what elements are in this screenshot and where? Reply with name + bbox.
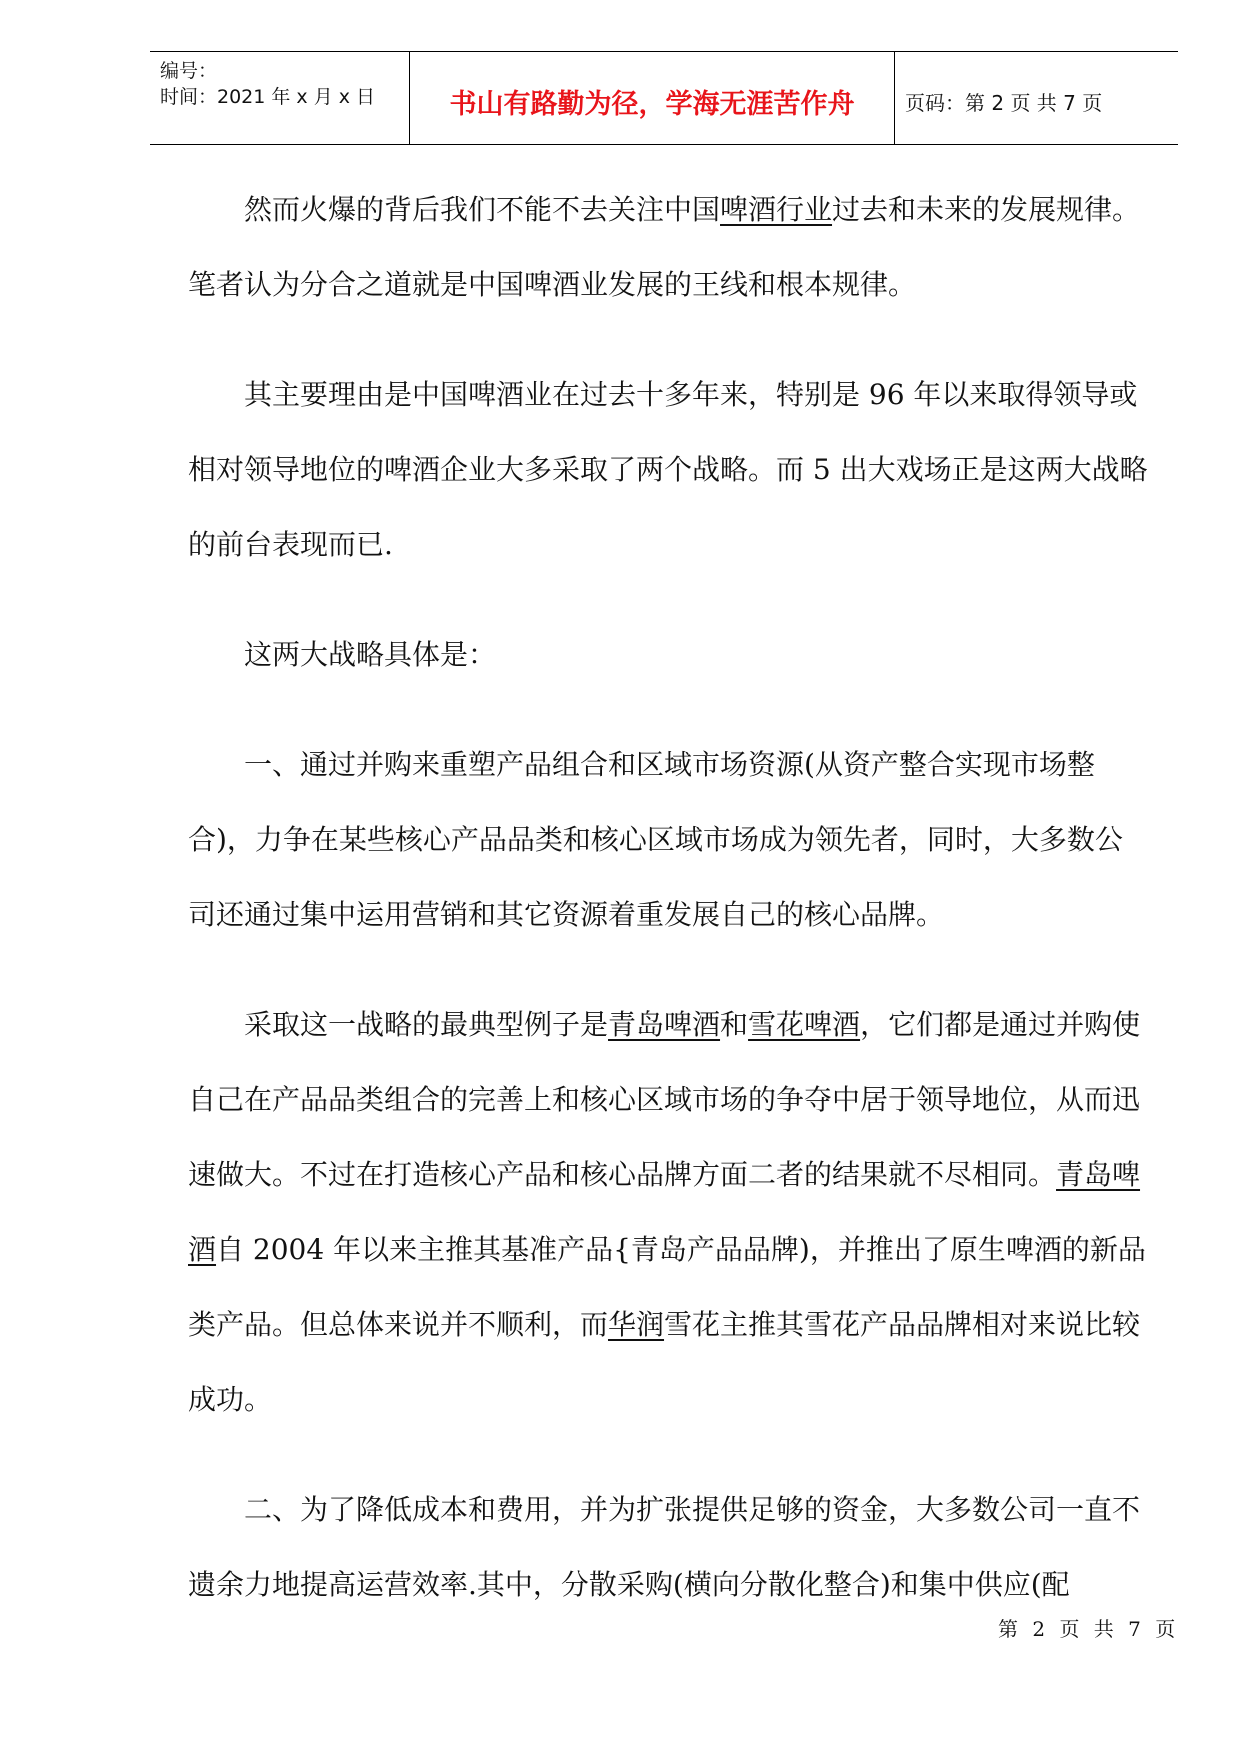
header-motto: 书山有路勤为径，学海无涯苦作舟 [449, 89, 855, 120]
header-meta [160, 58, 375, 110]
text-run: ，它们都是通过并购使自己在产品品类组合的完善上和核心区域市场的争夺中居于领导地位，从而迅速做大。不过在打造核心产品和核心品牌方面二者的结果就不尽相同。 [188, 1008, 1141, 1191]
paragraph: 一、通过并购来重塑产品组合和区域市场资源(从资产整合实现市场整合)，力争在某些核心产品品类和核心区域市场成为领先者，同时，大多数公司还通过集中运用营销和其它资源着重发展自己的核心品牌。 [188, 748, 1123, 931]
page-footer: 第 2 页 共 7 页 [998, 1617, 1176, 1641]
paragraph: 二、为了降低成本和费用，并为扩张提供足够的资金，大多数公司一直不遗余力地提高运营效率.其中，分散采购(横向分散化整合)和集中供应(配 [188, 1493, 1141, 1601]
page-header [150, 51, 1178, 145]
header-page-info: 页码：第 2 页 共 7 页 [905, 91, 1103, 115]
text-run: 采取这一战略的最典型例子是 [244, 1008, 609, 1041]
text-run: 和 [720, 1008, 749, 1041]
hyperlink-tsingtao-beer[interactable]: 青岛啤酒 [608, 1008, 721, 1041]
paragraph [188, 987, 1148, 1437]
text-run: 雪花主推其雪花产品品牌相对来说比较成功。 [188, 1308, 1141, 1416]
hyperlink-tsingtao-beer[interactable]: 青岛啤酒 [188, 1158, 1141, 1266]
document-body [188, 172, 1148, 1622]
text-run: 过去和未来的发展规律。笔者认为分合之道就是中国啤酒业发展的王线和根本规律。 [188, 193, 1141, 301]
paragraph: 其主要理由是中国啤酒业在过去十多年来，特别是 96 年以来取得领导或相对领导地位的啤酒企业大多采取了两个战略。而 5 出大戏场正是这两大战略的前台表现而已. [188, 378, 1148, 561]
document-id-label: 编号： [160, 60, 218, 82]
text-run: 然而火爆的背后我们不能不去关注中国 [244, 193, 721, 226]
text-run: 自 2004 年以来主推其基准产品{青岛产品品牌)，并推出了原生啤酒的新品类产品。但总体来说并不顺利，而 [188, 1233, 1146, 1341]
hyperlink-china-resources[interactable]: 华润 [608, 1308, 665, 1341]
document-date: 时间：2021 年 x 月 x 日 [160, 86, 376, 108]
paragraph [188, 172, 1148, 322]
hyperlink-beer-industry[interactable]: 啤酒行业 [720, 193, 833, 226]
hyperlink-snow-beer[interactable]: 雪花啤酒 [748, 1008, 861, 1041]
header-divider [894, 52, 895, 144]
paragraph: 这两大战略具体是： [244, 638, 497, 671]
